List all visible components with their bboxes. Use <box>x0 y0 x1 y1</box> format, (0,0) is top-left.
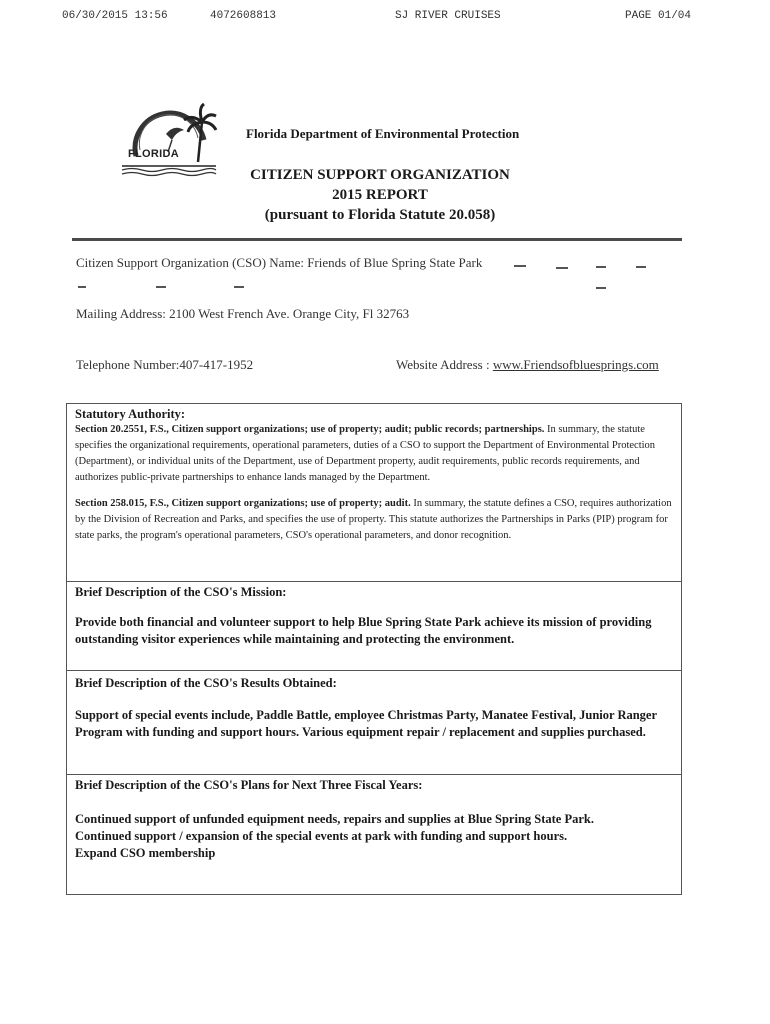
scan-mark <box>596 287 606 289</box>
header-divider <box>72 238 682 241</box>
fax-phone: 4072608813 <box>210 10 277 22</box>
results-section <box>75 675 673 741</box>
website-label: Website Address : <box>396 357 493 372</box>
website-link[interactable]: www.Friendsofbluesprings.com <box>492 357 659 372</box>
fax-sender: SJ RIVER CRUISES <box>395 10 501 22</box>
fax-datetime: 06/30/2015 13:56 <box>62 10 168 22</box>
plans-heading: Brief Description of the CSO's Plans for Next Three Fiscal Years: <box>75 778 423 792</box>
florida-dep-seal-icon <box>118 100 218 180</box>
scan-mark <box>78 286 86 288</box>
mission-text: Provide both financial and volunteer support to help Blue Spring State Park achieve its mission of providing outstanding visitor experiences while maintaining and protecting the environment. <box>75 615 652 646</box>
fax-page-number: PAGE 01/04 <box>625 10 692 22</box>
scan-mark <box>514 265 526 267</box>
statute-20-2551-summary: In summary, the statute specifies the organizational requirements, operational parameters, duties of a CSO to support the Department of Environmental Protection (Department), or individual units of the Department, use of Department property, audit requirements, public records requirements, and authorizes public-private partnerships to enhance lands managed by the Department. <box>75 424 656 483</box>
statutory-heading: Statutory Authority: <box>75 407 186 421</box>
report-title <box>230 165 530 225</box>
mission-section <box>75 584 673 648</box>
statutory-section-1 <box>75 422 673 486</box>
logo-text: FLORIDA <box>128 148 179 160</box>
telephone-field: Telephone Number:407-417-1952 <box>76 357 254 372</box>
fax-header <box>0 10 770 26</box>
section-divider <box>67 581 681 582</box>
plans-section <box>75 777 673 862</box>
mission-heading: Brief Description of the CSO's Mission: <box>75 585 287 599</box>
plans-line-2: Continued support / expansion of the special events at park with funding and support hours. <box>75 829 568 843</box>
department-name: Florida Department of Environmental Protection <box>246 126 520 141</box>
section-divider <box>67 670 681 671</box>
report-sections-box <box>66 403 682 895</box>
plans-line-1: Continued support of unfunded equipment needs, repairs and supplies at Blue Spring State Park. <box>75 812 594 826</box>
title-line-3: (pursuant to Florida Statute 20.058) <box>264 207 496 223</box>
scan-mark <box>556 267 568 269</box>
scan-mark <box>234 286 244 288</box>
title-line-1: CITIZEN SUPPORT ORGANIZATION <box>250 167 510 183</box>
statute-20-2551-title: Section 20.2551, F.S., Citizen support organizations; use of property; audit; public records; partnerships. <box>75 424 545 435</box>
scan-mark <box>596 266 606 268</box>
statute-258-015-summary: In summary, the statute defines a CSO, requires authorization by the Division of Recreation and Parks, and specifies the use of property. This statute authorizes the Partnerships in Parks (PIP) program for state parks, the program's operational parameters, CSO's operational parameters, and donor recognition. <box>75 498 672 541</box>
title-line-2: 2015 REPORT <box>332 187 428 203</box>
statutory-authority-section <box>75 406 673 544</box>
section-divider <box>67 774 681 775</box>
statute-258-015-title: Section 258.015, F.S., Citizen support organizations; use of property; audit. <box>75 498 411 509</box>
website-field <box>396 357 659 373</box>
plans-line-3: Expand CSO membership <box>75 846 216 860</box>
cso-name-field: Citizen Support Organization (CSO) Name: Friends of Blue Spring State Park <box>76 255 483 270</box>
scan-mark <box>636 266 646 268</box>
scan-mark <box>156 286 166 288</box>
results-text: Support of special events include, Paddle Battle, employee Christmas Party, Manatee Festival, Junior Ranger Program with funding and support hours. Various equipment repair / replacement and supplies purchased. <box>75 708 657 739</box>
results-heading: Brief Description of the CSO's Results Obtained: <box>75 676 337 690</box>
statutory-section-2 <box>75 496 673 544</box>
mailing-address-field: Mailing Address: 2100 West French Ave. Orange City, Fl 32763 <box>76 306 410 321</box>
